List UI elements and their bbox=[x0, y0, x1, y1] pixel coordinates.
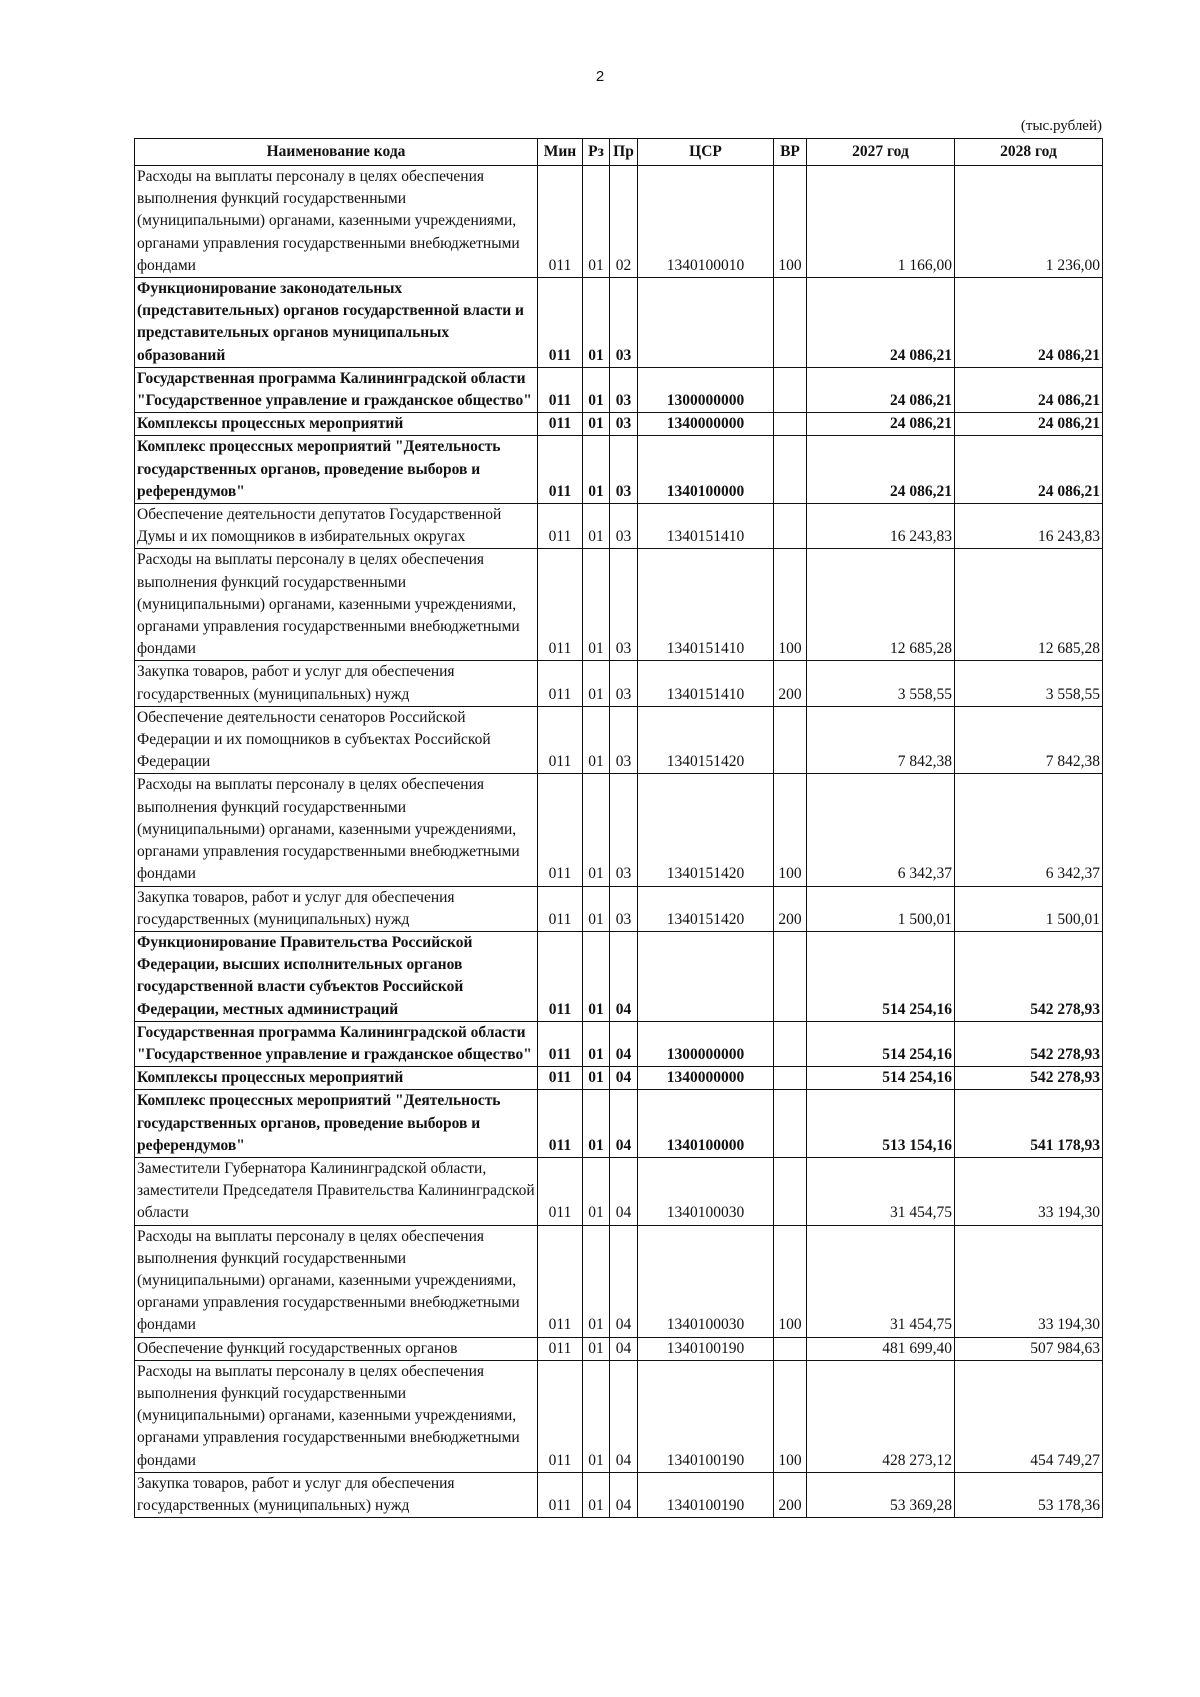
cell-rz: 01 bbox=[583, 661, 610, 706]
cell-csr: 1340151410 bbox=[638, 549, 774, 661]
cell-name: Закупка товаров, работ и услуг для обеспечения государственных (муниципальных) нужд bbox=[135, 886, 538, 931]
cell-min: 011 bbox=[538, 1090, 583, 1158]
cell-csr: 1340000000 bbox=[638, 1067, 774, 1090]
cell-pr: 04 bbox=[610, 1067, 638, 1090]
cell-pr: 03 bbox=[610, 504, 638, 549]
table-row bbox=[135, 367, 1103, 412]
cell-year-2027: 24 086,21 bbox=[807, 278, 955, 368]
cell-min: 011 bbox=[538, 1360, 583, 1472]
cell-year-2028: 1 236,00 bbox=[955, 166, 1103, 278]
header-csr: ЦСР bbox=[638, 139, 774, 166]
cell-rz: 01 bbox=[583, 1157, 610, 1225]
table-body bbox=[135, 166, 1103, 1518]
cell-rz: 01 bbox=[583, 1021, 610, 1066]
cell-year-2028: 507 984,63 bbox=[955, 1337, 1103, 1360]
table-row bbox=[135, 549, 1103, 661]
cell-year-2028: 33 194,30 bbox=[955, 1157, 1103, 1225]
cell-vr bbox=[774, 931, 807, 1021]
cell-year-2027: 24 086,21 bbox=[807, 413, 955, 436]
cell-rz: 01 bbox=[583, 1360, 610, 1472]
cell-rz: 01 bbox=[583, 278, 610, 368]
cell-year-2028: 24 086,21 bbox=[955, 278, 1103, 368]
cell-year-2027: 16 243,83 bbox=[807, 504, 955, 549]
cell-csr: 1340151420 bbox=[638, 706, 774, 774]
cell-year-2027: 53 369,28 bbox=[807, 1472, 955, 1517]
table-header-row bbox=[135, 139, 1103, 166]
cell-year-2028: 24 086,21 bbox=[955, 413, 1103, 436]
cell-name: Расходы на выплаты персоналу в целях обеспечения выполнения функций государственными (муниципальными) органами, казенными учреждениями, органами управления государственными внебюджетными фондами bbox=[135, 1360, 538, 1472]
cell-pr: 03 bbox=[610, 278, 638, 368]
cell-min: 011 bbox=[538, 1067, 583, 1090]
cell-min: 011 bbox=[538, 886, 583, 931]
cell-min: 011 bbox=[538, 549, 583, 661]
cell-vr: 100 bbox=[774, 1360, 807, 1472]
cell-rz: 01 bbox=[583, 166, 610, 278]
budget-table bbox=[134, 138, 1103, 1518]
cell-year-2027: 428 273,12 bbox=[807, 1360, 955, 1472]
cell-year-2028: 542 278,93 bbox=[955, 1067, 1103, 1090]
table-row bbox=[135, 413, 1103, 436]
cell-name: Закупка товаров, работ и услуг для обеспечения государственных (муниципальных) нужд bbox=[135, 661, 538, 706]
header-min: Мин bbox=[538, 139, 583, 166]
cell-min: 011 bbox=[538, 774, 583, 886]
cell-year-2028: 24 086,21 bbox=[955, 436, 1103, 504]
cell-name: Комплексы процессных мероприятий bbox=[135, 413, 538, 436]
cell-min: 011 bbox=[538, 166, 583, 278]
table-row bbox=[135, 774, 1103, 886]
cell-pr: 04 bbox=[610, 1337, 638, 1360]
cell-year-2028: 3 558,55 bbox=[955, 661, 1103, 706]
cell-year-2028: 1 500,01 bbox=[955, 886, 1103, 931]
cell-vr bbox=[774, 1021, 807, 1066]
cell-csr: 1340151410 bbox=[638, 661, 774, 706]
cell-name: Государственная программа Калининградской области "Государственное управление и гражданское общество" bbox=[135, 1021, 538, 1066]
table-row bbox=[135, 1360, 1103, 1472]
cell-vr bbox=[774, 1337, 807, 1360]
cell-name: Расходы на выплаты персоналу в целях обеспечения выполнения функций государственными (муниципальными) органами, казенными учреждениями, органами управления государственными внебюджетными фондами bbox=[135, 774, 538, 886]
cell-year-2027: 514 254,16 bbox=[807, 1021, 955, 1066]
cell-rz: 01 bbox=[583, 706, 610, 774]
cell-csr: 1340151420 bbox=[638, 886, 774, 931]
table-row bbox=[135, 1472, 1103, 1517]
table-row bbox=[135, 1067, 1103, 1090]
header-year-2027: 2027 год bbox=[807, 139, 955, 166]
cell-vr bbox=[774, 1157, 807, 1225]
cell-name: Закупка товаров, работ и услуг для обеспечения государственных (муниципальных) нужд bbox=[135, 1472, 538, 1517]
cell-min: 011 bbox=[538, 1472, 583, 1517]
cell-year-2028: 454 749,27 bbox=[955, 1360, 1103, 1472]
cell-year-2027: 7 842,38 bbox=[807, 706, 955, 774]
cell-pr: 03 bbox=[610, 774, 638, 886]
cell-pr: 03 bbox=[610, 367, 638, 412]
cell-min: 011 bbox=[538, 278, 583, 368]
cell-rz: 01 bbox=[583, 774, 610, 886]
cell-rz: 01 bbox=[583, 413, 610, 436]
cell-rz: 01 bbox=[583, 1225, 610, 1337]
header-vr: ВР bbox=[774, 139, 807, 166]
header-year-2028: 2028 год bbox=[955, 139, 1103, 166]
cell-csr: 1340100010 bbox=[638, 166, 774, 278]
table-row bbox=[135, 706, 1103, 774]
cell-year-2028: 6 342,37 bbox=[955, 774, 1103, 886]
cell-csr: 1340100190 bbox=[638, 1360, 774, 1472]
cell-vr: 100 bbox=[774, 166, 807, 278]
cell-name: Обеспечение деятельности сенаторов Российской Федерации и их помощников в субъектах Российской Федерации bbox=[135, 706, 538, 774]
cell-year-2027: 12 685,28 bbox=[807, 549, 955, 661]
cell-rz: 01 bbox=[583, 1337, 610, 1360]
cell-year-2028: 16 243,83 bbox=[955, 504, 1103, 549]
cell-year-2027: 31 454,75 bbox=[807, 1225, 955, 1337]
cell-name: Обеспечение деятельности депутатов Государственной Думы и их помощников в избирательных округах bbox=[135, 504, 538, 549]
table-row bbox=[135, 1337, 1103, 1360]
cell-name: Расходы на выплаты персоналу в целях обеспечения выполнения функций государственными (муниципальными) органами, казенными учреждениями, органами управления государственными внебюджетными фондами bbox=[135, 166, 538, 278]
cell-year-2027: 514 254,16 bbox=[807, 1067, 955, 1090]
cell-name: Комплексы процессных мероприятий bbox=[135, 1067, 538, 1090]
cell-pr: 03 bbox=[610, 661, 638, 706]
cell-csr bbox=[638, 931, 774, 1021]
cell-year-2027: 1 166,00 bbox=[807, 166, 955, 278]
cell-pr: 02 bbox=[610, 166, 638, 278]
cell-name: Обеспечение функций государственных органов bbox=[135, 1337, 538, 1360]
cell-min: 011 bbox=[538, 1021, 583, 1066]
header-rz: Рз bbox=[583, 139, 610, 166]
cell-vr bbox=[774, 367, 807, 412]
cell-year-2027: 3 558,55 bbox=[807, 661, 955, 706]
cell-pr: 04 bbox=[610, 1225, 638, 1337]
cell-vr bbox=[774, 504, 807, 549]
cell-rz: 01 bbox=[583, 931, 610, 1021]
cell-vr bbox=[774, 413, 807, 436]
cell-vr bbox=[774, 278, 807, 368]
table-row bbox=[135, 1090, 1103, 1158]
cell-year-2028: 541 178,93 bbox=[955, 1090, 1103, 1158]
cell-rz: 01 bbox=[583, 367, 610, 412]
cell-vr: 100 bbox=[774, 1225, 807, 1337]
cell-year-2028: 33 194,30 bbox=[955, 1225, 1103, 1337]
cell-pr: 04 bbox=[610, 931, 638, 1021]
cell-year-2028: 7 842,38 bbox=[955, 706, 1103, 774]
cell-pr: 03 bbox=[610, 886, 638, 931]
cell-year-2027: 1 500,01 bbox=[807, 886, 955, 931]
cell-year-2028: 12 685,28 bbox=[955, 549, 1103, 661]
cell-min: 011 bbox=[538, 931, 583, 1021]
cell-pr: 04 bbox=[610, 1472, 638, 1517]
table-row bbox=[135, 504, 1103, 549]
cell-year-2027: 514 254,16 bbox=[807, 931, 955, 1021]
cell-csr: 1340100030 bbox=[638, 1157, 774, 1225]
cell-rz: 01 bbox=[583, 886, 610, 931]
cell-vr bbox=[774, 1067, 807, 1090]
table-row bbox=[135, 166, 1103, 278]
cell-csr bbox=[638, 278, 774, 368]
cell-csr: 1340100030 bbox=[638, 1225, 774, 1337]
cell-min: 011 bbox=[538, 1157, 583, 1225]
cell-year-2028: 53 178,36 bbox=[955, 1472, 1103, 1517]
cell-min: 011 bbox=[538, 706, 583, 774]
cell-rz: 01 bbox=[583, 549, 610, 661]
units-label: (тыс.рублей) bbox=[1020, 118, 1102, 134]
cell-min: 011 bbox=[538, 413, 583, 436]
table-row bbox=[135, 436, 1103, 504]
cell-name: Комплекс процессных мероприятий "Деятельность государственных органов, проведение выборов и референдумов" bbox=[135, 436, 538, 504]
cell-csr: 1340100000 bbox=[638, 436, 774, 504]
cell-min: 011 bbox=[538, 1225, 583, 1337]
header-pr: Пр bbox=[610, 139, 638, 166]
cell-name: Расходы на выплаты персоналу в целях обеспечения выполнения функций государственными (муниципальными) органами, казенными учреждениями, органами управления государственными внебюджетными фондами bbox=[135, 1225, 538, 1337]
table-row bbox=[135, 278, 1103, 368]
cell-rz: 01 bbox=[583, 1067, 610, 1090]
table-row bbox=[135, 661, 1103, 706]
cell-year-2027: 481 699,40 bbox=[807, 1337, 955, 1360]
cell-vr bbox=[774, 1090, 807, 1158]
cell-year-2027: 31 454,75 bbox=[807, 1157, 955, 1225]
cell-rz: 01 bbox=[583, 1090, 610, 1158]
cell-name: Заместители Губернатора Калининградской области, заместители Председателя Правительства Калининградской области bbox=[135, 1157, 538, 1225]
cell-vr: 100 bbox=[774, 774, 807, 886]
cell-year-2028: 542 278,93 bbox=[955, 931, 1103, 1021]
cell-rz: 01 bbox=[583, 436, 610, 504]
cell-csr: 1300000000 bbox=[638, 367, 774, 412]
cell-name: Государственная программа Калининградской области "Государственное управление и гражданское общество" bbox=[135, 367, 538, 412]
cell-csr: 1340151420 bbox=[638, 774, 774, 886]
header-name: Наименование кода bbox=[135, 139, 538, 166]
cell-csr: 1340151410 bbox=[638, 504, 774, 549]
cell-min: 011 bbox=[538, 367, 583, 412]
cell-vr: 200 bbox=[774, 886, 807, 931]
cell-pr: 03 bbox=[610, 706, 638, 774]
cell-min: 011 bbox=[538, 504, 583, 549]
cell-csr: 1340000000 bbox=[638, 413, 774, 436]
cell-pr: 03 bbox=[610, 549, 638, 661]
cell-year-2027: 513 154,16 bbox=[807, 1090, 955, 1158]
cell-year-2027: 24 086,21 bbox=[807, 367, 955, 412]
cell-min: 011 bbox=[538, 661, 583, 706]
cell-csr: 1340100000 bbox=[638, 1090, 774, 1158]
cell-name: Комплекс процессных мероприятий "Деятельность государственных органов, проведение выборов и референдумов" bbox=[135, 1090, 538, 1158]
cell-min: 011 bbox=[538, 436, 583, 504]
cell-pr: 04 bbox=[610, 1157, 638, 1225]
cell-vr bbox=[774, 436, 807, 504]
cell-csr: 1340100190 bbox=[638, 1337, 774, 1360]
cell-vr: 200 bbox=[774, 661, 807, 706]
cell-year-2028: 542 278,93 bbox=[955, 1021, 1103, 1066]
cell-csr: 1300000000 bbox=[638, 1021, 774, 1066]
cell-vr bbox=[774, 706, 807, 774]
cell-pr: 03 bbox=[610, 413, 638, 436]
table-row bbox=[135, 931, 1103, 1021]
table-row bbox=[135, 1157, 1103, 1225]
cell-year-2028: 24 086,21 bbox=[955, 367, 1103, 412]
cell-pr: 03 bbox=[610, 436, 638, 504]
cell-rz: 01 bbox=[583, 1472, 610, 1517]
cell-pr: 04 bbox=[610, 1090, 638, 1158]
cell-year-2027: 6 342,37 bbox=[807, 774, 955, 886]
cell-pr: 04 bbox=[610, 1360, 638, 1472]
cell-name: Функционирование законодательных (представительных) органов государственной власти и представительных органов муниципальных образований bbox=[135, 278, 538, 368]
page-number: 2 bbox=[595, 68, 605, 85]
cell-name: Расходы на выплаты персоналу в целях обеспечения выполнения функций государственными (муниципальными) органами, казенными учреждениями, органами управления государственными внебюджетными фондами bbox=[135, 549, 538, 661]
cell-year-2027: 24 086,21 bbox=[807, 436, 955, 504]
cell-csr: 1340100190 bbox=[638, 1472, 774, 1517]
cell-vr: 200 bbox=[774, 1472, 807, 1517]
cell-vr: 100 bbox=[774, 549, 807, 661]
table-row bbox=[135, 1225, 1103, 1337]
table-row bbox=[135, 1021, 1103, 1066]
cell-name: Функционирование Правительства Российской Федерации, высших исполнительных органов государственной власти субъектов Российской Федерации, местных администраций bbox=[135, 931, 538, 1021]
cell-pr: 04 bbox=[610, 1021, 638, 1066]
table-row bbox=[135, 886, 1103, 931]
cell-min: 011 bbox=[538, 1337, 583, 1360]
cell-rz: 01 bbox=[583, 504, 610, 549]
